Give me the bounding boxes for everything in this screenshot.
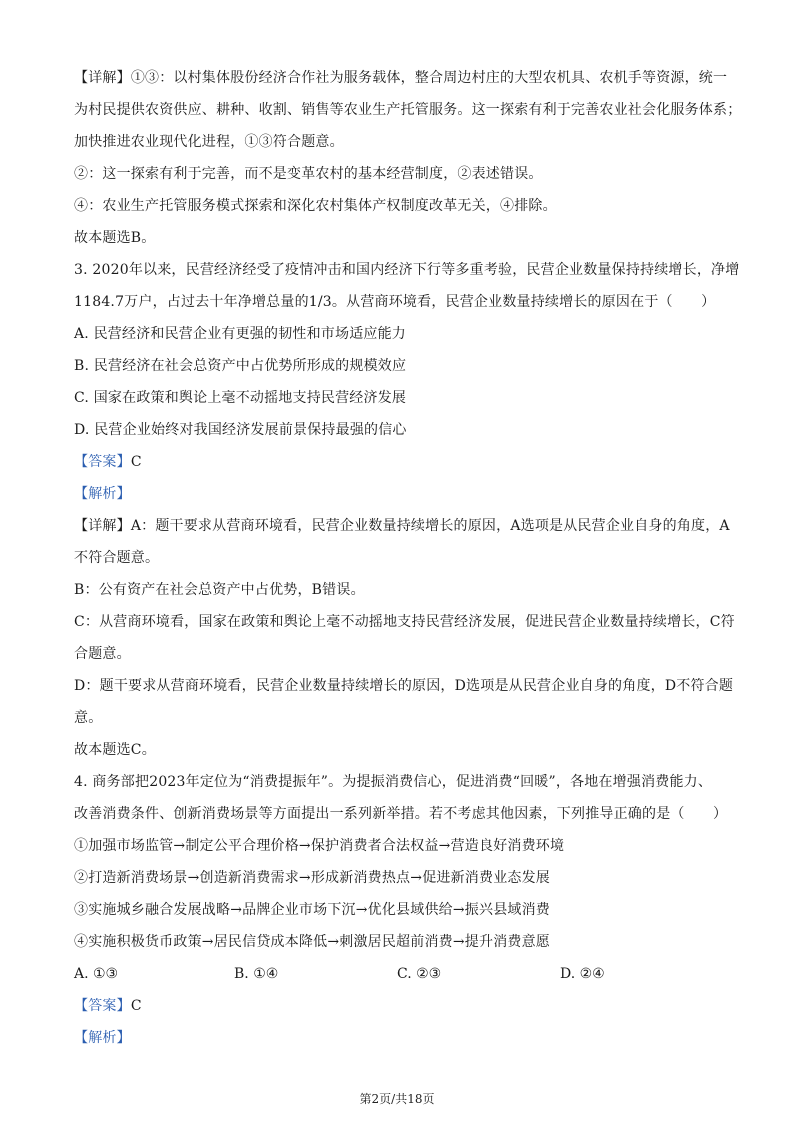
q3-analysis bbox=[74, 478, 740, 510]
q3-option-a: A. 民营经济和民营企业有更强的韧性和市场适应能力 bbox=[74, 326, 407, 342]
document-page bbox=[74, 62, 740, 1054]
q3-option-d: D. 民营企业始终对我国经济发展前景保持最强的信心 bbox=[74, 422, 407, 438]
answer-value: C bbox=[130, 454, 142, 470]
q4-option-b: B. ①④ bbox=[234, 966, 279, 982]
q4-option-d: D. ②④ bbox=[560, 966, 605, 982]
analysis-tag: 【解析】 bbox=[74, 486, 131, 502]
q3-detail-line-6: D：题干要求从营商环境看，民营企业数量持续增长的原因，D选项是从民营企业自身的角度，D不符合题 bbox=[74, 678, 734, 694]
detail-tag: 【详解】 bbox=[74, 518, 131, 534]
q4-option-a: A. ①③ bbox=[74, 966, 119, 982]
q2-detail-line-1 bbox=[74, 62, 740, 94]
detail-tag: 【详解】 bbox=[74, 70, 131, 86]
answer-tag: 【答案】 bbox=[74, 454, 131, 470]
answer-value: C bbox=[130, 998, 142, 1014]
q4-statement-1: ①加强市场监管→制定公平合理价格→保护消费者合法权益→营造良好消费环境 bbox=[74, 838, 565, 854]
q3-detail-line-1 bbox=[74, 510, 740, 542]
q2-detail-text: ①③：以村集体股份经济合作社为服务载体，整合周边村庄的大型农机具、农机手等资源，统一 bbox=[130, 70, 728, 86]
q4-options-row bbox=[74, 958, 740, 990]
q3-option-b: B. 民营经济在社会总资产中占优势所形成的规模效应 bbox=[74, 358, 407, 374]
answer-tag: 【答案】 bbox=[74, 998, 131, 1014]
q3-stem-line-1: 3. 2020年以来，民营经济经受了疫情冲击和国内经济下行等多重考验，民营企业数量保持持续增长，净增 bbox=[74, 262, 740, 278]
q2-detail-line-3: 加快推进农业现代化进程，①③符合题意。 bbox=[74, 134, 344, 150]
q3-detail-text: A：题干要求从营商环境看，民营企业数量持续增长的原因，A选项是从民营企业自身的角度，A bbox=[130, 518, 730, 534]
q2-detail-line-4: ②：这一探索有利于完善，而不是变革农村的基本经营制度，②表述错误。 bbox=[74, 166, 543, 182]
q4-analysis bbox=[74, 1022, 740, 1054]
q3-answer bbox=[74, 446, 740, 478]
q4-statement-2: ②打造新消费场景→创造新消费需求→形成新消费热点→促进新消费业态发展 bbox=[74, 870, 550, 886]
q3-detail-line-5: 合题意。 bbox=[74, 646, 131, 662]
q3-conclusion: 故本题选C。 bbox=[74, 742, 156, 758]
q4-statement-4: ④实施积极货币政策→居民信贷成本降低→刺激居民超前消费→提升消费意愿 bbox=[74, 934, 550, 950]
q3-stem-line-2: 1184.7万户，占过去十年净增总量的1/3。从营商环境看，民营企业数量持续增长的原因在于（ ） bbox=[74, 294, 716, 310]
q2-detail-line-5: ④：农业生产托管服务模式探索和深化农村集体产权制度改革无关，④排除。 bbox=[74, 198, 557, 214]
q3-option-c: C. 国家在政策和舆论上毫不动摇地支持民营经济发展 bbox=[74, 390, 407, 406]
q3-detail-line-3: B：公有资产在社会总资产中占优势，B错误。 bbox=[74, 582, 365, 598]
q3-detail-line-2: 不符合题意。 bbox=[74, 550, 160, 566]
q4-option-c: C. ②③ bbox=[397, 966, 442, 982]
q4-statement-3: ③实施城乡融合发展战略→品牌企业市场下沉→优化县域供给→振兴县域消费 bbox=[74, 902, 550, 918]
q2-conclusion: 故本题选B。 bbox=[74, 230, 156, 246]
page-footer: 第2页/共18页 bbox=[359, 1092, 435, 1106]
q3-detail-line-7: 意。 bbox=[74, 710, 103, 726]
q2-detail-line-2: 为村民提供农资供应、耕种、收割、销售等农业生产托管服务。这一探索有利于完善农业社会化服务体系； bbox=[74, 102, 742, 118]
q4-stem-line-2: 改善消费条件、创新消费场景等方面提出一系列新举措。若不考虑其他因素，下列推导正确的是（ ） bbox=[74, 806, 728, 822]
analysis-tag: 【解析】 bbox=[74, 1030, 131, 1046]
q4-stem-line-1: 4. 商务部把2023年定位为“消费提振年”。为提振消费信心，促进消费“回暖”，各地在增强消费能力、 bbox=[74, 774, 713, 790]
q4-answer bbox=[74, 990, 740, 1022]
q3-detail-line-4: C：从营商环境看，国家在政策和舆论上毫不动摇地支持民营经济发展，促进民营企业数量持续增长，C符 bbox=[74, 614, 735, 630]
